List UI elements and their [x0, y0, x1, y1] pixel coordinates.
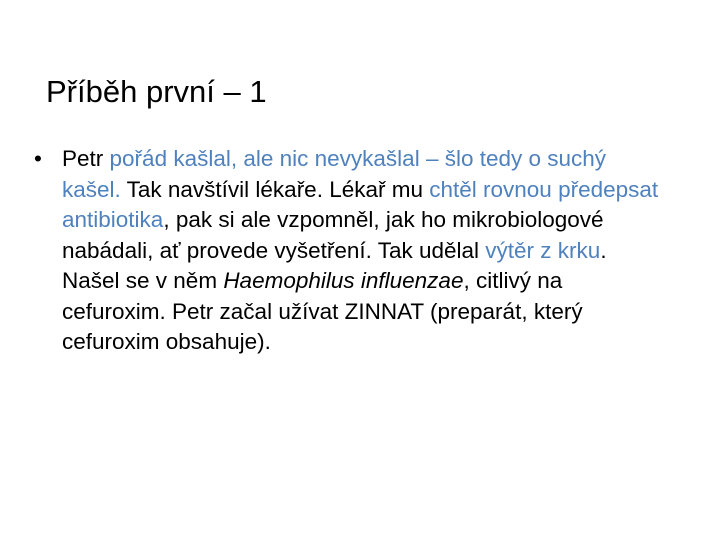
text-segment: , citlivý na cefuroxim. Petr začal užívat ZINNAT (preparát, který cefuroxim obsahuje). — [62, 268, 583, 354]
text-segment: Tak navštívil lékaře. Lékař mu — [120, 176, 430, 202]
italic-species-name: Haemophilus influenzae — [223, 268, 464, 293]
highlight-segment-antibiotics: chtěl rovnou předepsat antibiotika — [62, 176, 659, 232]
text-segment: Petr — [62, 146, 110, 171]
slide-title: Příběh první – 1 — [46, 74, 267, 109]
text-segment: , pak si ale vzpomněl, jak ho mikrobiologové nabádali, ať provede vyšetření. Tak udělal — [62, 207, 604, 263]
highlight-segment-dry-cough: pořád kašlal, ale nic nevykašlal – šlo tedy o suchý kašel. — [62, 146, 607, 202]
highlight-segment-throat-swab: výtěr z krku — [485, 237, 601, 263]
text-segment: . Našel se v něm — [62, 237, 607, 293]
bullet-text — [62, 146, 658, 354]
bullet-list — [34, 144, 664, 358]
bullet-dot-icon: • — [34, 146, 42, 171]
bullet-item — [34, 144, 664, 358]
